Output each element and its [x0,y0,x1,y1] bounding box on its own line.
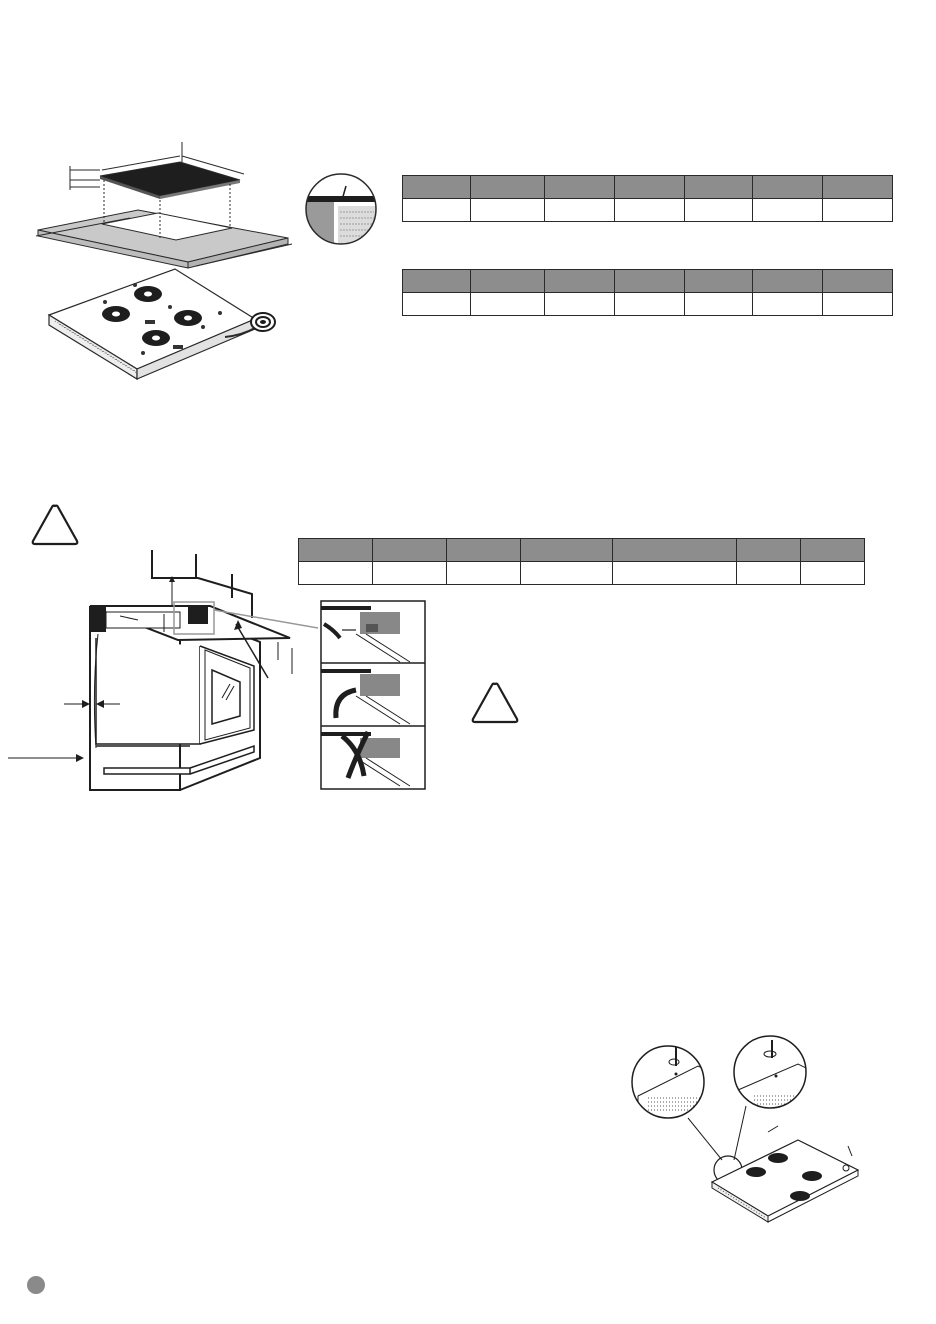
table-cell [403,199,471,222]
table-header-cell [403,176,471,199]
table-header-cell [737,539,801,562]
table-header-cell [613,539,737,562]
table-header-cell [545,270,615,293]
table-header-cell [403,270,471,293]
dimension-table-top-b [402,269,893,316]
table-cell [753,199,823,222]
page-number-dot-icon [27,1276,45,1294]
table-cell [615,199,685,222]
table-cell [801,562,865,585]
table-cell [737,562,801,585]
table-cell [545,199,615,222]
table-header-row [299,539,865,562]
table-cell [471,199,545,222]
table-value-row [403,199,893,222]
table-header-cell [521,539,613,562]
airflow-detail-panels [320,600,426,790]
table-header-cell [753,270,823,293]
table-cell [447,562,521,585]
dimension-table-top-a [402,175,893,222]
table-header-cell [753,176,823,199]
table-cell [521,562,613,585]
table-cell [373,562,447,585]
table-header-row [403,176,893,199]
table-cell [615,293,685,316]
table-header-cell [801,539,865,562]
warning-triangle-icon [30,503,80,547]
table-header-row [403,270,893,293]
table-header-cell [823,176,893,199]
table-value-row [403,293,893,316]
table-cell [685,293,753,316]
table-header-cell [447,539,521,562]
table-header-cell [685,270,753,293]
cutout-dimension-figure [30,140,300,260]
table-cell [613,562,737,585]
table-cell [753,293,823,316]
seal-detail-circle [304,172,378,246]
hob-underside-figure [45,265,305,395]
table-cell [685,199,753,222]
table-header-cell [615,270,685,293]
table-value-row [299,562,865,585]
table-cell [545,293,615,316]
table-header-cell [685,176,753,199]
warning-triangle-icon [470,681,520,725]
table-cell [823,199,893,222]
table-cell [471,293,545,316]
dimension-table-middle [298,538,865,585]
table-header-cell [373,539,447,562]
fixing-bracket-figure [628,1036,868,1236]
table-header-cell [615,176,685,199]
table-header-cell [471,270,545,293]
table-header-cell [823,270,893,293]
table-header-cell [545,176,615,199]
table-header-cell [471,176,545,199]
oven-installation-figure [0,548,310,798]
table-cell [823,293,893,316]
table-cell [403,293,471,316]
